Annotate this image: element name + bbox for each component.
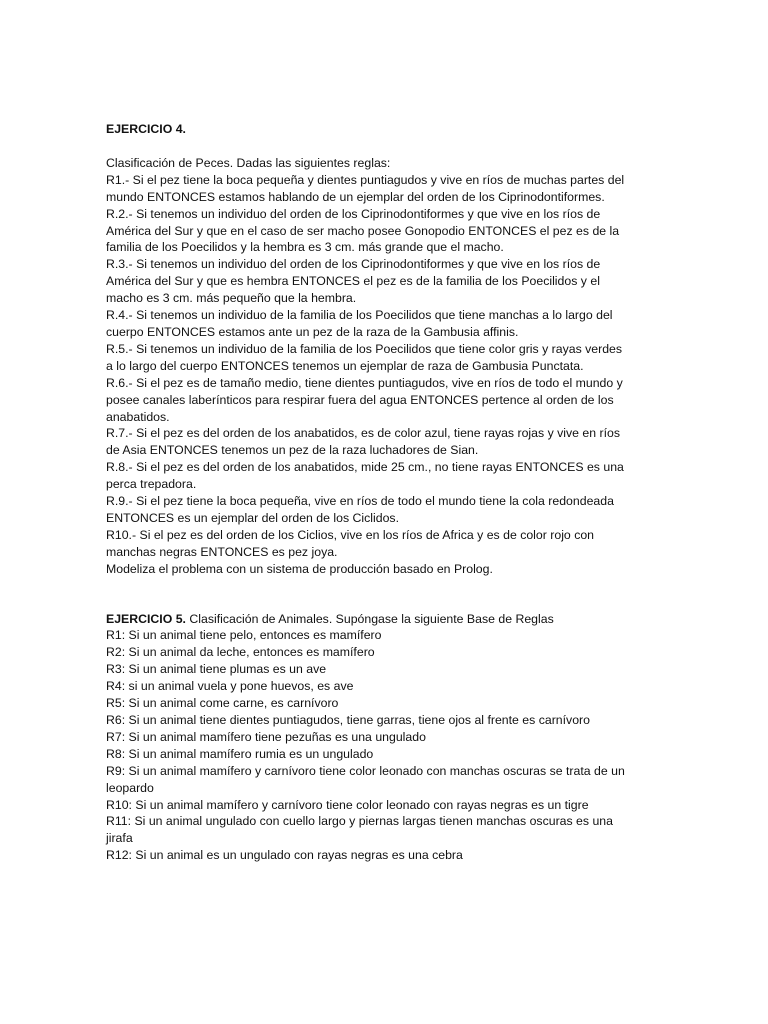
exercise-5-rule: R10: Si un animal mamífero y carnívoro tiene color leonado con rayas negras es un tigre xyxy=(106,797,589,812)
exercise-5-rule: R1: Si un animal tiene pelo, entonces es mamífero xyxy=(106,628,382,643)
exercise-5-title: EJERCICIO 5. xyxy=(106,611,186,626)
exercise-4-title: EJERCICIO 4. xyxy=(106,122,186,136)
exercise-4-closing: Modeliza el problema con un sistema de producción basado en Prolog. xyxy=(106,561,493,576)
document-body xyxy=(106,121,632,864)
exercise-4 xyxy=(106,121,632,578)
exercise-5-rule: R5: Si un animal come carne, es carnívoro xyxy=(106,696,339,711)
exercise-4-rule: R.2.- Si tenemos un individuo del orden de los Ciprinodontiformes y que vive en los ríos de América del Sur y que en el caso de ser macho posee Gonopodio ENTONCES el pez es de la familia de los Poecilidos y la hembra es 3 cm. más grande que el macho. xyxy=(106,206,620,255)
exercise-4-intro: Clasificación de Peces. Dadas las siguientes reglas: xyxy=(106,155,391,170)
exercise-4-rule: R.6.- Si el pez es de tamaño medio, tiene dientes puntiagudos, vive en ríos de todo el mundo y posee canales laberínticos para respirar fuera del agua ENTONCES pertence al orden de los anabatidos. xyxy=(106,375,623,424)
exercise-4-rule: R1.- Si el pez tiene la boca pequeña y dientes puntiagudos y vive en ríos de muchas partes del mundo ENTONCES estamos hablando de un ejemplar del orden de los Ciprinodontiformes. xyxy=(106,172,625,204)
exercise-5-rule: R2: Si un animal da leche, entonces es mamífero xyxy=(106,645,375,660)
spacer xyxy=(106,138,632,155)
exercise-5-rule: R11: Si un animal ungulado con cuello largo y piernas largas tienen manchas oscuras es una jirafa xyxy=(106,814,613,846)
exercise-5-rule: R4: si un animal vuela y pone huevos, es ave xyxy=(106,679,354,694)
exercise-4-rule: R.7.- Si el pez es del orden de los anabatidos, es de color azul, tiene rayas rojas y vive en ríos de Asia ENTONCES tenemos un pez de la raza luchadores de Sian. xyxy=(106,426,621,458)
exercise-5-intro: Clasificación de Animales. Supóngase la siguiente Base de Reglas xyxy=(185,611,554,626)
exercise-5-rule: R3: Si un animal tiene plumas es un ave xyxy=(106,662,327,677)
exercise-5-rule: R8: Si un animal mamífero rumia es un ungulado xyxy=(106,746,374,761)
exercise-4-rule: R.9.- Si el pez tiene la boca pequeña, vive en ríos de todo el mundo tiene la cola redondeada ENTONCES es un ejemplar del orden de los Ciclidos. xyxy=(106,494,614,525)
exercise-4-rule: R.8.- Si el pez es del orden de los anabatidos, mide 25 cm., no tiene rayas ENTONCES es una perca trepadora. xyxy=(106,460,624,492)
exercise-5 xyxy=(106,611,632,865)
exercise-5-rule: R12: Si un animal es un ungulado con rayas negras es una cebra xyxy=(106,848,463,863)
exercise-5-heading xyxy=(106,611,632,628)
exercise-5-rule: R7: Si un animal mamífero tiene pezuñas es una ungulado xyxy=(106,729,426,744)
exercise-5-rule: R9: Si un animal mamífero y carnívoro tiene color leonado con manchas oscuras se trata de un leopardo xyxy=(106,763,625,795)
exercise-5-rule: R6: Si un animal tiene dientes puntiagudos, tiene garras, tiene ojos al frente es carnívoro xyxy=(106,713,590,727)
exercise-4-rule: R.5.- Si tenemos un individuo de la familia de los Poecilidos que tiene color gris y rayas verdes a lo largo del cuerpo ENTONCES tenemos un ejemplar de raza de Gambusia Punctata. xyxy=(106,341,623,373)
exercise-4-rule: R10.- Si el pez es del orden de los Ciclios, vive en los ríos de Africa y es de color rojo con manchas negras ENTONCES es pez joya. xyxy=(106,527,595,559)
spacer xyxy=(106,578,632,611)
exercise-4-rule: R.3.- Si tenemos un individuo del orden de los Ciprinodontiformes y que vive en los ríos de América del Sur y que es hembra ENTONCES el pez es de la familia de los Poecilidos y el macho es 3 cm. más pequeño que la hembra. xyxy=(106,257,601,306)
exercise-4-rule: R.4.- Si tenemos un individuo de la familia de los Poecilidos que tiene manchas a lo largo del cuerpo ENTONCES estamos ante un pez de la raza de la Gambusia affinis. xyxy=(106,308,613,339)
